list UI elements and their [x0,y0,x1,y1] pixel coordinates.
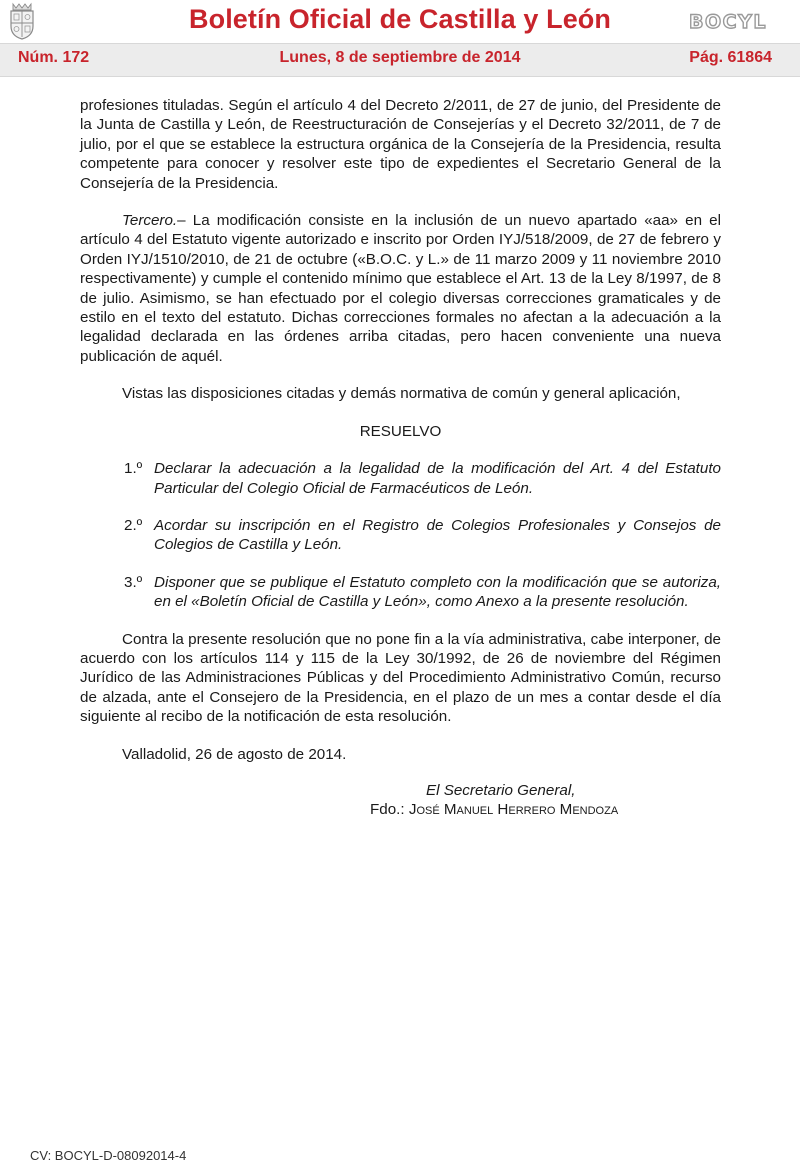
tercero-heading: Tercero. [122,212,178,230]
resolution-item-1 [80,459,721,498]
bulletin-title: Boletín Oficial de Castilla y León [189,4,611,34]
signature-prefix: Fdo.: [370,801,409,819]
issue-info-bar [0,43,800,77]
item-text: Declarar la adecuación a la legalidad de la modificación del Art. 4 del Estatuto Particular del Colegio Oficial de Farmacéuticos de León. [154,460,721,497]
page-header [0,0,800,72]
paragraph-appeal: Contra la presente resolución que no pone fin a la vía administrativa, cabe interponer, de acuerdo con los artículos 114 y 115 de la Ley 30/1992, de 26 de noviembre del Régimen Jurídico de las Administraciones Públicas y del Procedimiento Administrativo Común, recurso de alzada, ante el Consejero de la Presidencia, en el plazo de un mes a contar desde el día siguiente al recibo de la notificación de esta resolución. [80,630,721,726]
issue-date: Lunes, 8 de septiembre de 2014 [279,49,521,66]
paragraph-vistas: Vistas las disposiciones citadas y demás normativa de común y general aplicación, [122,385,681,403]
document-body [80,96,721,820]
paragraph-tercero [80,211,721,366]
item-number: 1.º [124,460,143,478]
item-text: Disponer que se publique el Estatuto completo con la modificación que se autoriza, en el «Boletín Oficial de Castilla y León», como Anexo a la presente resolución. [154,573,721,611]
signature-title: El Secretario General, [426,781,576,799]
resolution-item-3 [80,573,721,612]
place-and-date: Valladolid, 26 de agosto de 2014. [122,745,347,763]
issue-number: Núm. 172 [18,49,90,66]
signature-line [80,800,721,819]
page-number: Pág. 61864 [689,49,772,66]
item-number: 2.º [124,516,143,534]
item-number: 3.º [124,573,143,591]
bocyl-logo: BOCYL [689,11,767,33]
paragraph-competence: profesiones tituladas. Según el artículo 4 del Decreto 2/2011, de 27 de junio, del Presidente de la Junta de Castilla y León, de Reestructuración de Consejerías y el Decreto 32/2011, de 7 de julio, por el que se establece la estructura orgánica de la Consejería de la Presidencia, resulta competente para conocer y resolver este tipo de expedientes el Secretario General de la Consejería de la Presidencia. [80,97,721,192]
signatory-name: José Manuel Herrero Mendoza [408,801,619,819]
verification-code: CV: BOCYL-D-08092014-4 [30,1148,187,1163]
item-text: Acordar su inscripción en el Registro de Colegios Profesionales y Consejos de Colegios de Castilla y León. [154,516,721,554]
tercero-text: – La modificación consiste en la inclusión de un nuevo apartado «aa» en el artículo 4 del Estatuto vigente autorizado e inscrito por Orden IYJ/518/2009, de 27 de febrero y Orden IYJ/1510/2010, de 21 de octubre («B.O.C. y L.» de 11 marzo 2009 y 11 noviembre 2010 respectivamente) y cumple el contenido mínimo que establece el Art. 13 de la Ley 8/1997, de 8 de julio. Asimismo, se han efectuado por el colegio diversas correcciones gramaticales y de estilo en el texto del estatuto. Dichas correcciones formales no afectan a la adecuación a la legalidad declarada en las órdenes arriba citadas, pero hacen conveniente una nueva publicación de aquél. [80,212,721,365]
resolution-item-2 [80,516,721,555]
resuelvo-heading: RESUELVO [359,422,442,440]
signature-title-row [80,781,721,800]
